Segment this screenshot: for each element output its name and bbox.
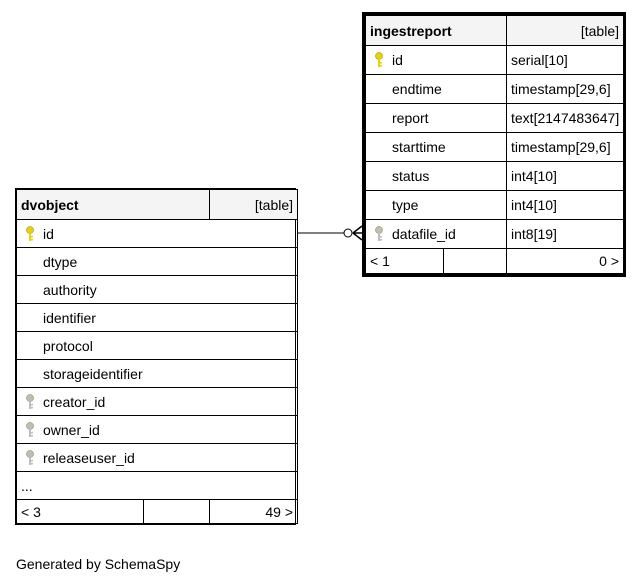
table-footer (366, 249, 624, 274)
ellipsis-row (17, 472, 298, 500)
column-name: starttime (366, 133, 507, 162)
primary-key-icon (25, 226, 35, 242)
table-name: ingestreport (366, 16, 507, 46)
table-type-label: [table] (507, 16, 624, 46)
children-count[interactable]: 49 > (210, 500, 298, 524)
column-name: authority (17, 276, 298, 304)
column-datatype: text[2147483647] (507, 104, 624, 133)
primary-key-icon (374, 52, 384, 68)
column-name: protocol (17, 332, 298, 360)
column-row[interactable] (366, 191, 624, 220)
table-header (17, 190, 298, 220)
table-header (366, 16, 624, 46)
column-row[interactable] (17, 248, 298, 276)
column-row[interactable] (366, 133, 624, 162)
column-row[interactable] (366, 46, 624, 75)
column-name: creator_id (17, 388, 298, 416)
column-row[interactable] (17, 220, 298, 248)
column-row[interactable] (17, 360, 298, 388)
column-name: status (366, 162, 507, 191)
foreign-key-icon (25, 450, 35, 466)
table-footer (17, 500, 298, 524)
column-row[interactable] (17, 444, 298, 472)
footer-spacer (144, 500, 210, 524)
column-row[interactable] (366, 75, 624, 104)
column-name: endtime (366, 75, 507, 104)
foreign-key-icon (374, 226, 384, 242)
column-name: identifier (17, 304, 298, 332)
column-name: type (366, 191, 507, 220)
column-row[interactable] (366, 104, 624, 133)
column-row[interactable] (17, 304, 298, 332)
foreign-key-icon (25, 394, 35, 410)
column-datatype: timestamp[29,6] (507, 133, 624, 162)
column-name: owner_id (17, 416, 298, 444)
ellipsis: ... (17, 472, 298, 500)
parents-count[interactable]: < 1 (366, 249, 444, 274)
column-row[interactable] (17, 276, 298, 304)
column-name: report (366, 104, 507, 133)
column-name: releaseuser_id (17, 444, 298, 472)
column-name: datafile_id (366, 220, 507, 249)
column-datatype: serial[10] (507, 46, 624, 75)
table-name: dvobject (17, 190, 210, 220)
column-datatype: int4[10] (507, 162, 624, 191)
generated-by-note: Generated by SchemaSpy (16, 556, 181, 572)
column-row[interactable] (366, 162, 624, 191)
column-row[interactable] (17, 388, 298, 416)
column-datatype: int4[10] (507, 191, 624, 220)
table-type-label: [table] (210, 190, 298, 220)
column-datatype: timestamp[29,6] (507, 75, 624, 104)
column-datatype: int8[19] (507, 220, 624, 249)
column-row[interactable] (366, 220, 624, 249)
children-count[interactable]: 0 > (507, 249, 624, 274)
parents-count[interactable]: < 3 (17, 500, 144, 524)
zero-optional-marker (344, 229, 352, 237)
crowfoot-upper (353, 226, 362, 233)
table-ingestreport[interactable] (362, 12, 626, 277)
column-name: id (17, 220, 298, 248)
foreign-key-icon (25, 422, 35, 438)
column-row[interactable] (17, 332, 298, 360)
crowfoot-lower (353, 233, 362, 240)
column-name: dtype (17, 248, 298, 276)
column-row[interactable] (17, 416, 298, 444)
footer-spacer (444, 249, 507, 274)
table-dvobject[interactable] (15, 188, 296, 525)
column-name: id (366, 46, 507, 75)
column-name: storageidentifier (17, 360, 298, 388)
